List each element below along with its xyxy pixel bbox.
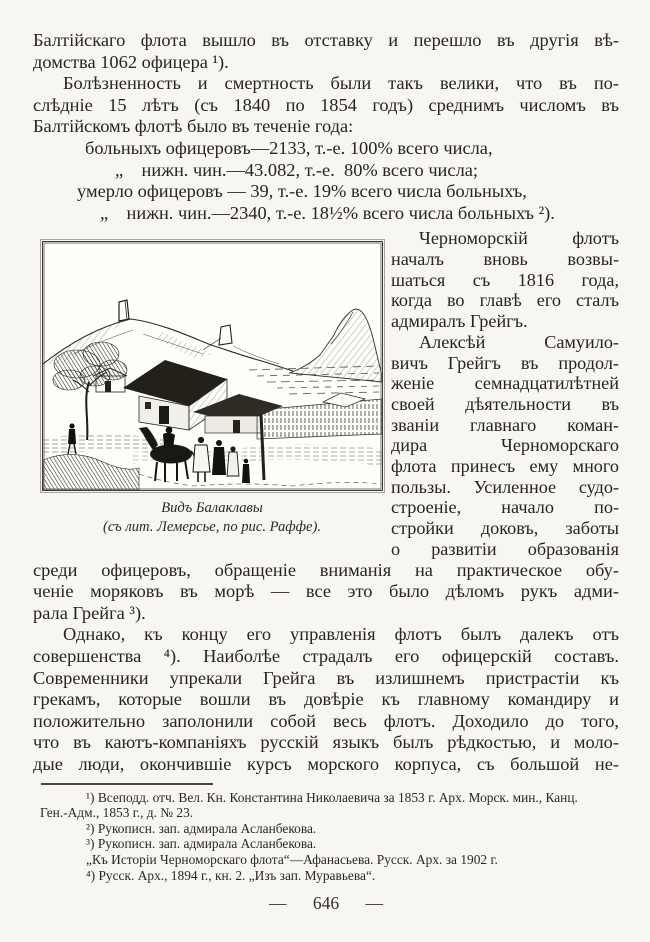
page-number: — 646 —: [269, 893, 383, 914]
text-column-right-of-figure: [391, 228, 619, 559]
text-line: Болѣзненность и смертность были такъ велики, что въ по-: [63, 73, 619, 94]
text-line: адмиралъ Грейгъ.: [391, 311, 528, 332]
text-line: домства 1062 офицера ¹).: [33, 51, 229, 72]
text-line: вичъ Грейгъ въ продол-: [391, 352, 619, 373]
text-line: ⁴) Русск. Арх., 1894 г., кн. 2. „Изъ зап. Муравьева“.: [86, 867, 376, 883]
text-line: больныхъ офицеровъ—2133, т.-е. 100% всего числа,: [85, 137, 493, 158]
footnotes-block: [33, 790, 619, 884]
text-line: о развитіи образованія: [391, 538, 619, 559]
paragraph-greig-continued: [33, 560, 619, 625]
text-line: шаться съ 1816 года,: [391, 269, 619, 290]
text-line: строеніе, начало по-: [391, 497, 619, 518]
text-line: положительно заполонили собой весь флотъ. Доходило до того,: [33, 710, 619, 731]
paragraph-greig-start: [391, 332, 619, 560]
text-line: дира Черноморскаго: [391, 435, 619, 456]
figure-caption-credit: (съ лит. Лемерсье, по рис. Раффе).: [103, 519, 321, 536]
text-line: пользы. Усиленное судо-: [391, 476, 619, 497]
text-line: среди офицеровъ, обращеніе вниманія на практическое обу-: [33, 559, 619, 580]
text-line: дые люди, окончившіе курсъ морского корпуса, съ большой не-: [33, 753, 619, 774]
text-line: совершенства ⁴). Наиболѣе страдалъ его офицерскій составъ.: [33, 645, 619, 666]
figure-balaklava: [42, 241, 383, 491]
paragraph-odnako: [33, 624, 619, 775]
text-line: женіе семнадцатилѣтней: [391, 373, 619, 394]
text-line: стройки доковъ, заботы: [391, 518, 619, 539]
figure-and-column-row: [33, 228, 619, 559]
text-line: Современники упрекали Грейга въ излишнемъ пристрастіи къ: [33, 667, 619, 688]
text-line: Однако, къ концу его управленія флотъ былъ далекъ отъ: [63, 624, 619, 645]
balaklava-engraving: [43, 242, 382, 490]
footnote-separator-rule: [41, 783, 213, 785]
page-content: [33, 30, 619, 914]
text-line: началъ вновь возвы-: [391, 249, 619, 270]
paragraph-baltic-fleet: [33, 30, 619, 73]
figure-caption-title: Видъ Балаклавы: [161, 500, 263, 517]
text-line: ³) Рукописн. зап. адмирала Асланбекова.: [86, 836, 317, 852]
text-line: „Къ Исторіи Черноморскаго флота“—Афанасьева. Русск. Арх. за 1902 г.: [86, 851, 498, 867]
text-line: Балтійскомъ флотѣ было въ теченіе года:: [33, 116, 354, 137]
figure-caption: [33, 499, 391, 537]
text-line: Балтійскаго флота вышло въ отставку и перешло въ другія вѣ-: [33, 30, 619, 50]
text-line: Ген.-Адм., 1853 г., д. № 23.: [40, 805, 194, 821]
text-line: умерло офицеровъ — 39, т.-е. 19% всего числа больныхъ,: [77, 181, 527, 202]
statistics-list: [33, 138, 619, 224]
text-line: рала Грейга ³).: [33, 602, 146, 623]
text-line: ченіе моряковъ въ морѣ — все это было дѣломъ рукъ адми-: [33, 581, 619, 602]
text-line: Черноморскій флотъ: [419, 228, 619, 249]
text-line: Алексѣй Самуило-: [419, 331, 619, 352]
text-line: „ нижн. чин.—43.082, т.-е. 80% всего числа;: [115, 159, 479, 180]
paragraph-black-sea-fleet: [391, 228, 619, 332]
text-line: слѣдніе 15 лѣтъ (съ 1840 по 1854 годъ) среднимъ числомъ въ: [33, 94, 619, 115]
text-line: флота принесъ ему много: [391, 456, 619, 477]
paragraph-sickness-mortality: [33, 73, 619, 138]
text-line: званіи главнаго коман-: [391, 414, 619, 435]
text-line: что въ каютъ-компаніяхъ русскій языкъ былъ рѣдкостью, и моло-: [33, 732, 619, 753]
figure-column: [33, 228, 391, 559]
text-line: ¹) Всеподд. отч. Вел. Кн. Константина Николаевича за 1853 г. Арх. Морск. мин., Канц.: [86, 789, 578, 805]
text-line: грекамъ, которые вошли въ довѣріе къ главному командиру и: [33, 689, 619, 710]
text-line: ²) Рукописн. зап. адмирала Асланбекова.: [86, 820, 317, 836]
text-line: своей дѣятельности въ: [391, 393, 619, 414]
text-line: когда во главѣ его сталъ: [391, 290, 619, 311]
text-line: „ нижн. чин.—2340, т.-е. 18½% всего числа больныхъ ²).: [100, 202, 555, 223]
